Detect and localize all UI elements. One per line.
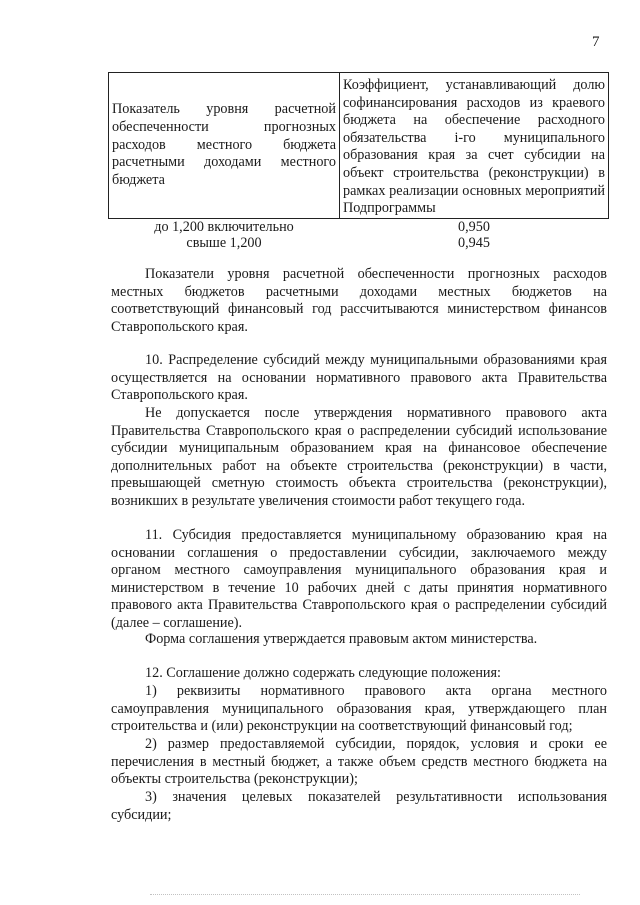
scan-footer-marks xyxy=(150,894,580,898)
paragraph-10-continued: Не допускается после утверждения нормативного правового акта Правительства Ставропольского края о распределении субсидий использование субсидии муниципальным образованием края на финансовое обеспечение дополнительных работ на объекте строительства (реконструкции) в части, превышающей сметную стоимость объекта строительства (реконструкции), возникших в результате увеличения стоимости работ текущего года. xyxy=(111,405,607,509)
paragraph-12-item-3: 3) значения целевых показателей результативности использования субсидии; xyxy=(111,789,607,823)
table-header-row xyxy=(109,73,609,219)
row-indicator: свыше 1,200 xyxy=(186,235,262,252)
paragraph-10: 10. Распределение субсидий между муниципальными образованиями края осуществляется на основании нормативного правового акта Правительства Ставропольского края. xyxy=(111,352,607,404)
header-coefficient: Коэффициент, устанавливающий долю софинансирования расходов из краевого бюджета на обеспечение расходного обязательства i-го муниципального образования края за счет субсидии на объект строительства (реконструкции) в рамках реализации основных мероприятий Подпрограммы xyxy=(340,73,609,219)
paragraph-12-item-2: 2) размер предоставляемой субсидии, порядок, условия и сроки ее перечисления в местный бюджет, а также объем средств местного бюджета на объекты строительства (реконструкции); xyxy=(111,736,607,788)
paragraph-indicators: Показатели уровня расчетной обеспеченности прогнозных расходов местных бюджетов расчетными доходами местных бюджетов на соответствующий финансовый год рассчитываются министерством финансов Ставропольского края. xyxy=(111,266,607,335)
table-row xyxy=(109,218,609,235)
header-indicator: Показатель уровня расчетной обеспеченности прогнозных расходов местного бюджета расчетными доходами местного бюджета xyxy=(109,73,340,219)
row-indicator: до 1,200 включительно xyxy=(154,218,294,235)
page-number: 7 xyxy=(592,34,600,50)
row-coefficient: 0,945 xyxy=(458,235,490,252)
paragraph-11-continued: Форма соглашения утверждается правовым актом министерства. xyxy=(145,631,538,647)
paragraph-11: 11. Субсидия предоставляется муниципальному образованию края на основании соглашения о предоставлении субсидии, заключаемого между органом местного самоуправления муниципального образования края и министерством в течение 10 рабочих дней с даты принятия нормативного правового акта Правительства Ставропольского края о распределении субсидий (далее – соглашение). xyxy=(111,527,607,631)
row-coefficient: 0,950 xyxy=(458,218,490,235)
table-row xyxy=(109,235,609,252)
paragraph-12-item-1: 1) реквизиты нормативного правового акта органа местного самоуправления муниципального образования края, утверждающего план строительства и (или) реконструкции на соответствующий финансовый год; xyxy=(111,683,607,735)
coefficient-table xyxy=(108,72,609,252)
paragraph-12: 12. Соглашение должно содержать следующие положения: xyxy=(145,665,501,681)
